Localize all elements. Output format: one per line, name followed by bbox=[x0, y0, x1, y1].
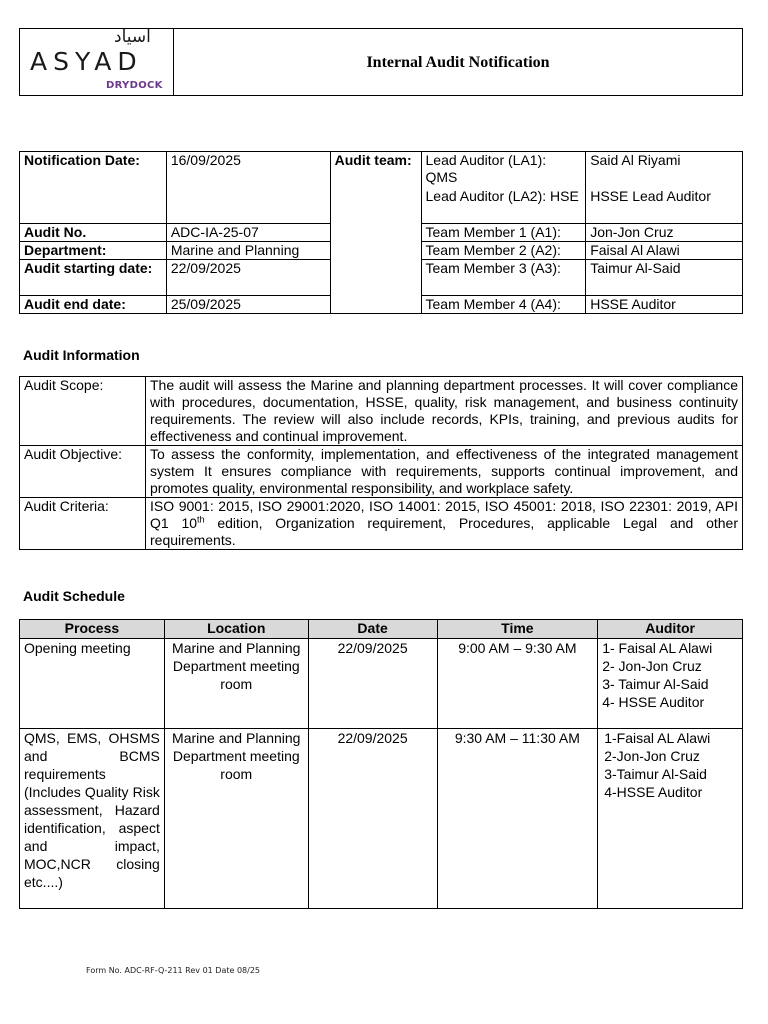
audit-start-value: 22/09/2025 bbox=[166, 260, 330, 296]
logo-wordmark: ASYAD bbox=[30, 48, 143, 74]
column-header-location: Location bbox=[164, 620, 308, 639]
audit-criteria-text bbox=[146, 498, 743, 550]
document-header bbox=[19, 28, 743, 96]
team-name-cell bbox=[586, 152, 743, 224]
form-number-footer: Form No. ADC-RF-Q-211 Rev 01 Date 08/25 bbox=[86, 966, 261, 975]
auditor-item: 2-Jon-Jon Cruz bbox=[604, 748, 700, 764]
notification-date-label: Notification Date: bbox=[20, 152, 167, 224]
department-label: Department: bbox=[20, 242, 167, 260]
audit-scope-text: The audit will assess the Marine and planning department processes. It will cover compliance with procedures, documentation, HSSE, quality, risk management, and business continuity requirements. The review will also include records, KPIs, training, and previous audits for effectiveness and continual improvement. bbox=[146, 377, 743, 446]
asyad-logo-mark bbox=[30, 48, 170, 74]
team-name-a4: HSSE Auditor bbox=[586, 296, 743, 314]
team-name-la1: Said Al Riyami bbox=[590, 152, 681, 168]
auditor-cell bbox=[598, 729, 743, 909]
table-row bbox=[20, 729, 743, 909]
auditor-item: 4- HSSE Auditor bbox=[602, 694, 705, 710]
audit-no-label: Audit No. bbox=[20, 224, 167, 242]
team-name-a2: Faisal Al Alawi bbox=[586, 242, 743, 260]
team-name-a1: Jon-Jon Cruz bbox=[586, 224, 743, 242]
team-role-la2: Lead Auditor (LA2): HSE bbox=[425, 188, 579, 204]
team-role-a2: Team Member 2 (A2): bbox=[421, 242, 586, 260]
team-role-a3: Team Member 3 (A3): bbox=[421, 260, 586, 296]
department-value: Marine and Planning bbox=[166, 242, 330, 260]
location-cell: Marine and Planning Department meeting room bbox=[164, 729, 308, 909]
process-cell: Opening meeting bbox=[20, 639, 165, 729]
column-header-time: Time bbox=[437, 620, 598, 639]
team-name-a3: Taimur Al-Said bbox=[586, 260, 743, 296]
column-header-date: Date bbox=[308, 620, 437, 639]
audit-scope-label: Audit Scope: bbox=[20, 377, 146, 446]
team-role-a1: Team Member 1 (A1): bbox=[421, 224, 586, 242]
auditor-item: 1-Faisal AL Alawi bbox=[604, 730, 711, 746]
auditor-item: 3- Taimur Al-Said bbox=[602, 676, 709, 692]
audit-no-value: ADC-IA-25-07 bbox=[166, 224, 330, 242]
criteria-superscript: th bbox=[197, 514, 205, 525]
audit-end-label: Audit end date: bbox=[20, 296, 167, 314]
audit-end-value: 25/09/2025 bbox=[166, 296, 330, 314]
location-cell: Marine and Planning Department meeting room bbox=[164, 639, 308, 729]
audit-objective-label: Audit Objective: bbox=[20, 446, 146, 498]
document-title: Internal Audit Notification bbox=[174, 29, 743, 96]
table-row bbox=[20, 639, 743, 729]
time-cell: 9:00 AM – 9:30 AM bbox=[437, 639, 598, 729]
audit-information-table bbox=[19, 376, 743, 550]
logo-subtext: DRYDOCK bbox=[106, 80, 163, 91]
date-cell: 22/09/2025 bbox=[308, 729, 437, 909]
column-header-auditor: Auditor bbox=[598, 620, 743, 639]
audit-information-heading: Audit Information bbox=[23, 347, 140, 363]
column-header-process: Process bbox=[20, 620, 165, 639]
audit-schedule-heading: Audit Schedule bbox=[23, 588, 125, 604]
process-cell: QMS, EMS, OHSMS and BCMS requirements (Includes Quality Risk assessment, Hazard identification, aspect and impact, MOC,NCR closing etc....) bbox=[20, 729, 165, 909]
auditor-cell bbox=[598, 639, 743, 729]
team-role-la1: Lead Auditor (LA1): QMS bbox=[425, 152, 547, 185]
logo-arabic-text: اسياد bbox=[114, 27, 151, 47]
auditor-item: 3-Taimur Al-Said bbox=[604, 766, 707, 782]
audit-team-label: Audit team: bbox=[330, 152, 421, 314]
criteria-part2: edition, Organization requirement, Procedures, applicable Legal and other requirements. bbox=[150, 515, 739, 548]
auditor-item: 4-HSSE Auditor bbox=[604, 784, 703, 800]
team-role-cell bbox=[421, 152, 586, 224]
audit-criteria-label: Audit Criteria: bbox=[20, 498, 146, 550]
team-role-a4: Team Member 4 (A4): bbox=[421, 296, 586, 314]
audit-schedule-table bbox=[19, 619, 743, 909]
time-cell: 9:30 AM – 11:30 AM bbox=[437, 729, 598, 909]
team-name-la2: HSSE Lead Auditor bbox=[590, 188, 711, 204]
auditor-item: 2- Jon-Jon Cruz bbox=[602, 658, 702, 674]
notification-info-table bbox=[19, 151, 743, 314]
auditor-item: 1- Faisal AL Alawi bbox=[602, 640, 713, 656]
audit-objective-text: To assess the conformity, implementation, and effectiveness of the integrated management system It ensures compliance with requirements, supports continual improvement, and promotes quality, environmental responsibility, and workplace safety. bbox=[146, 446, 743, 498]
criteria-part1: ISO 9001: 2015, ISO 29001:2020, ISO 14001: 2015, ISO 45001: 2018, ISO 22301: 2019, API Q1 10 bbox=[150, 498, 738, 531]
audit-start-label: Audit starting date: bbox=[20, 260, 167, 296]
notification-date-value: 16/09/2025 bbox=[166, 152, 330, 224]
date-cell: 22/09/2025 bbox=[308, 639, 437, 729]
logo bbox=[20, 29, 174, 96]
